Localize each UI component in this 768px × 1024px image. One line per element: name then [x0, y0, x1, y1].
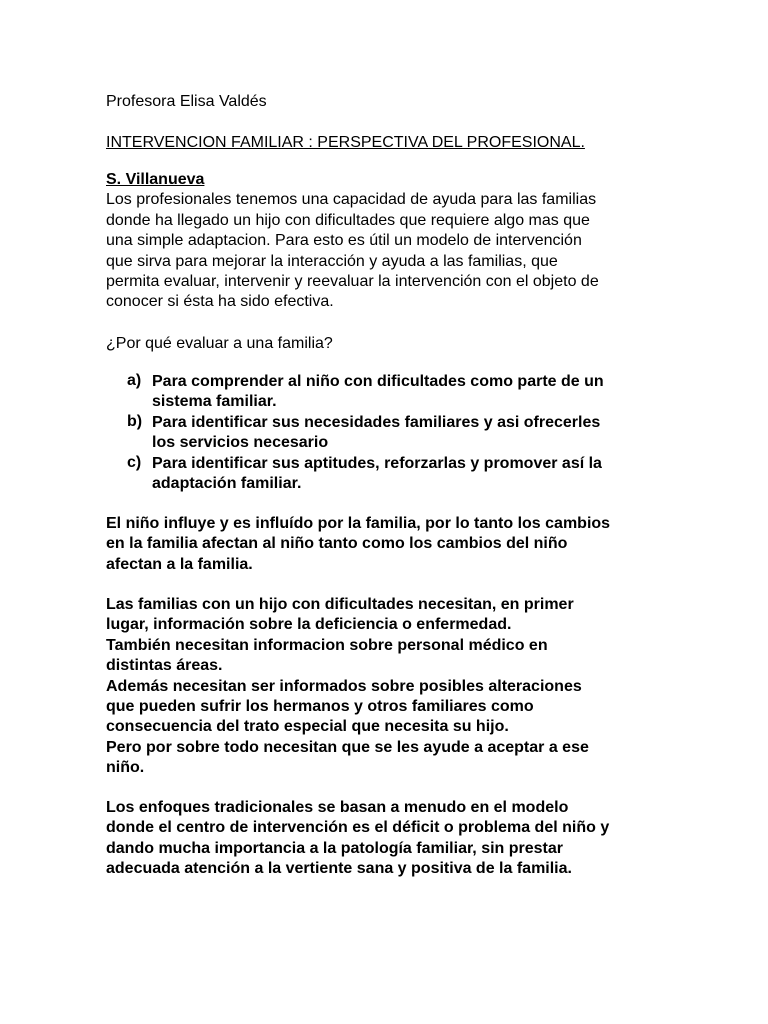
intro-line: donde ha llegado un hijo con dificultades que requiere algo mas que	[106, 211, 590, 229]
paragraph-1	[106, 514, 610, 575]
paragraph-line: afectan a la familia.	[106, 555, 253, 573]
paragraph-line: Los enfoques tradicionales se basan a menudo en el modelo	[106, 799, 569, 816]
paragraph-line: niño.	[106, 759, 145, 777]
list-item-line: Para comprender al niño con dificultades como parte de un	[152, 373, 604, 390]
paragraph-line: adecuada atención a la vertiente sana y positiva de la familia.	[106, 860, 572, 878]
intro-line: que sirva para mejorar la interacción y ayuda a las familias, que	[106, 252, 558, 270]
list-item	[106, 372, 604, 413]
document-title	[106, 133, 585, 153]
paragraph-line: El niño influye y es influído por la familia, por lo tanto los cambios	[106, 515, 611, 532]
list-item	[106, 413, 604, 454]
question: ¿Por qué evaluar a una familia?	[106, 335, 333, 352]
paragraph-line: distintas áreas.	[106, 657, 223, 675]
author-line	[106, 92, 267, 112]
paragraph-line: Pero por sobre todo necesitan que se les ayude a aceptar a ese	[106, 738, 589, 756]
intro-section	[106, 170, 599, 313]
intro-line: permita evaluar, intervenir y reevaluar la intervención con el objeto de	[106, 272, 599, 290]
paragraph-line: en la familia afectan al niño tanto como los cambios del niño	[106, 535, 568, 553]
author: Profesora Elisa Valdés	[106, 93, 267, 110]
paragraph-line: dando mucha importancia a la patología familiar, sin prestar	[106, 839, 564, 857]
paragraph-2	[106, 595, 589, 779]
paragraph-line: Además necesitan ser informados sobre posibles alteraciones	[106, 677, 582, 695]
question-line	[106, 334, 333, 354]
list-item-line: Para identificar sus aptitudes, reforzarlas y promover así la	[152, 454, 602, 472]
paragraph-3	[106, 798, 609, 880]
intro-line: una simple adaptacion. Para esto es útil un modelo de intervención	[106, 232, 582, 250]
list-item-line: Para identificar sus necesidades familiares y asi ofrecerles	[152, 413, 601, 431]
intro-line: conocer si ésta ha sido efectiva.	[106, 293, 334, 311]
paragraph-line: donde el centro de intervención es el déficit o problema del niño y	[106, 819, 610, 837]
list-marker: a)	[127, 372, 142, 389]
paragraph-line: También necesitan informacion sobre personal médico en	[106, 636, 548, 654]
title: INTERVENCION FAMILIAR : PERSPECTIVA DEL PROFESIONAL.	[106, 134, 585, 151]
paragraph-line: consecuencia del trato especial que necesita su hijo.	[106, 718, 509, 736]
paragraph-line: Las familias con un hijo con dificultades necesitan, en primer	[106, 596, 574, 613]
reasons-list	[106, 372, 604, 494]
list-item-line: sistema familiar.	[152, 393, 277, 411]
list-item-line: los servicios necesario	[152, 434, 329, 452]
paragraph-line: lugar, información sobre la deficiencia o enfermedad.	[106, 616, 512, 634]
list-marker: c)	[127, 453, 142, 471]
list-item	[106, 454, 604, 495]
section-author: S. Villanueva	[106, 171, 205, 188]
intro-line: Los profesionales tenemos una capacidad de ayuda para las familias	[106, 191, 597, 209]
paragraph-line: que pueden sufrir los hermanos y otros familiares como	[106, 697, 534, 715]
list-marker: b)	[127, 412, 143, 430]
list-item-line: adaptación familiar.	[152, 474, 302, 492]
